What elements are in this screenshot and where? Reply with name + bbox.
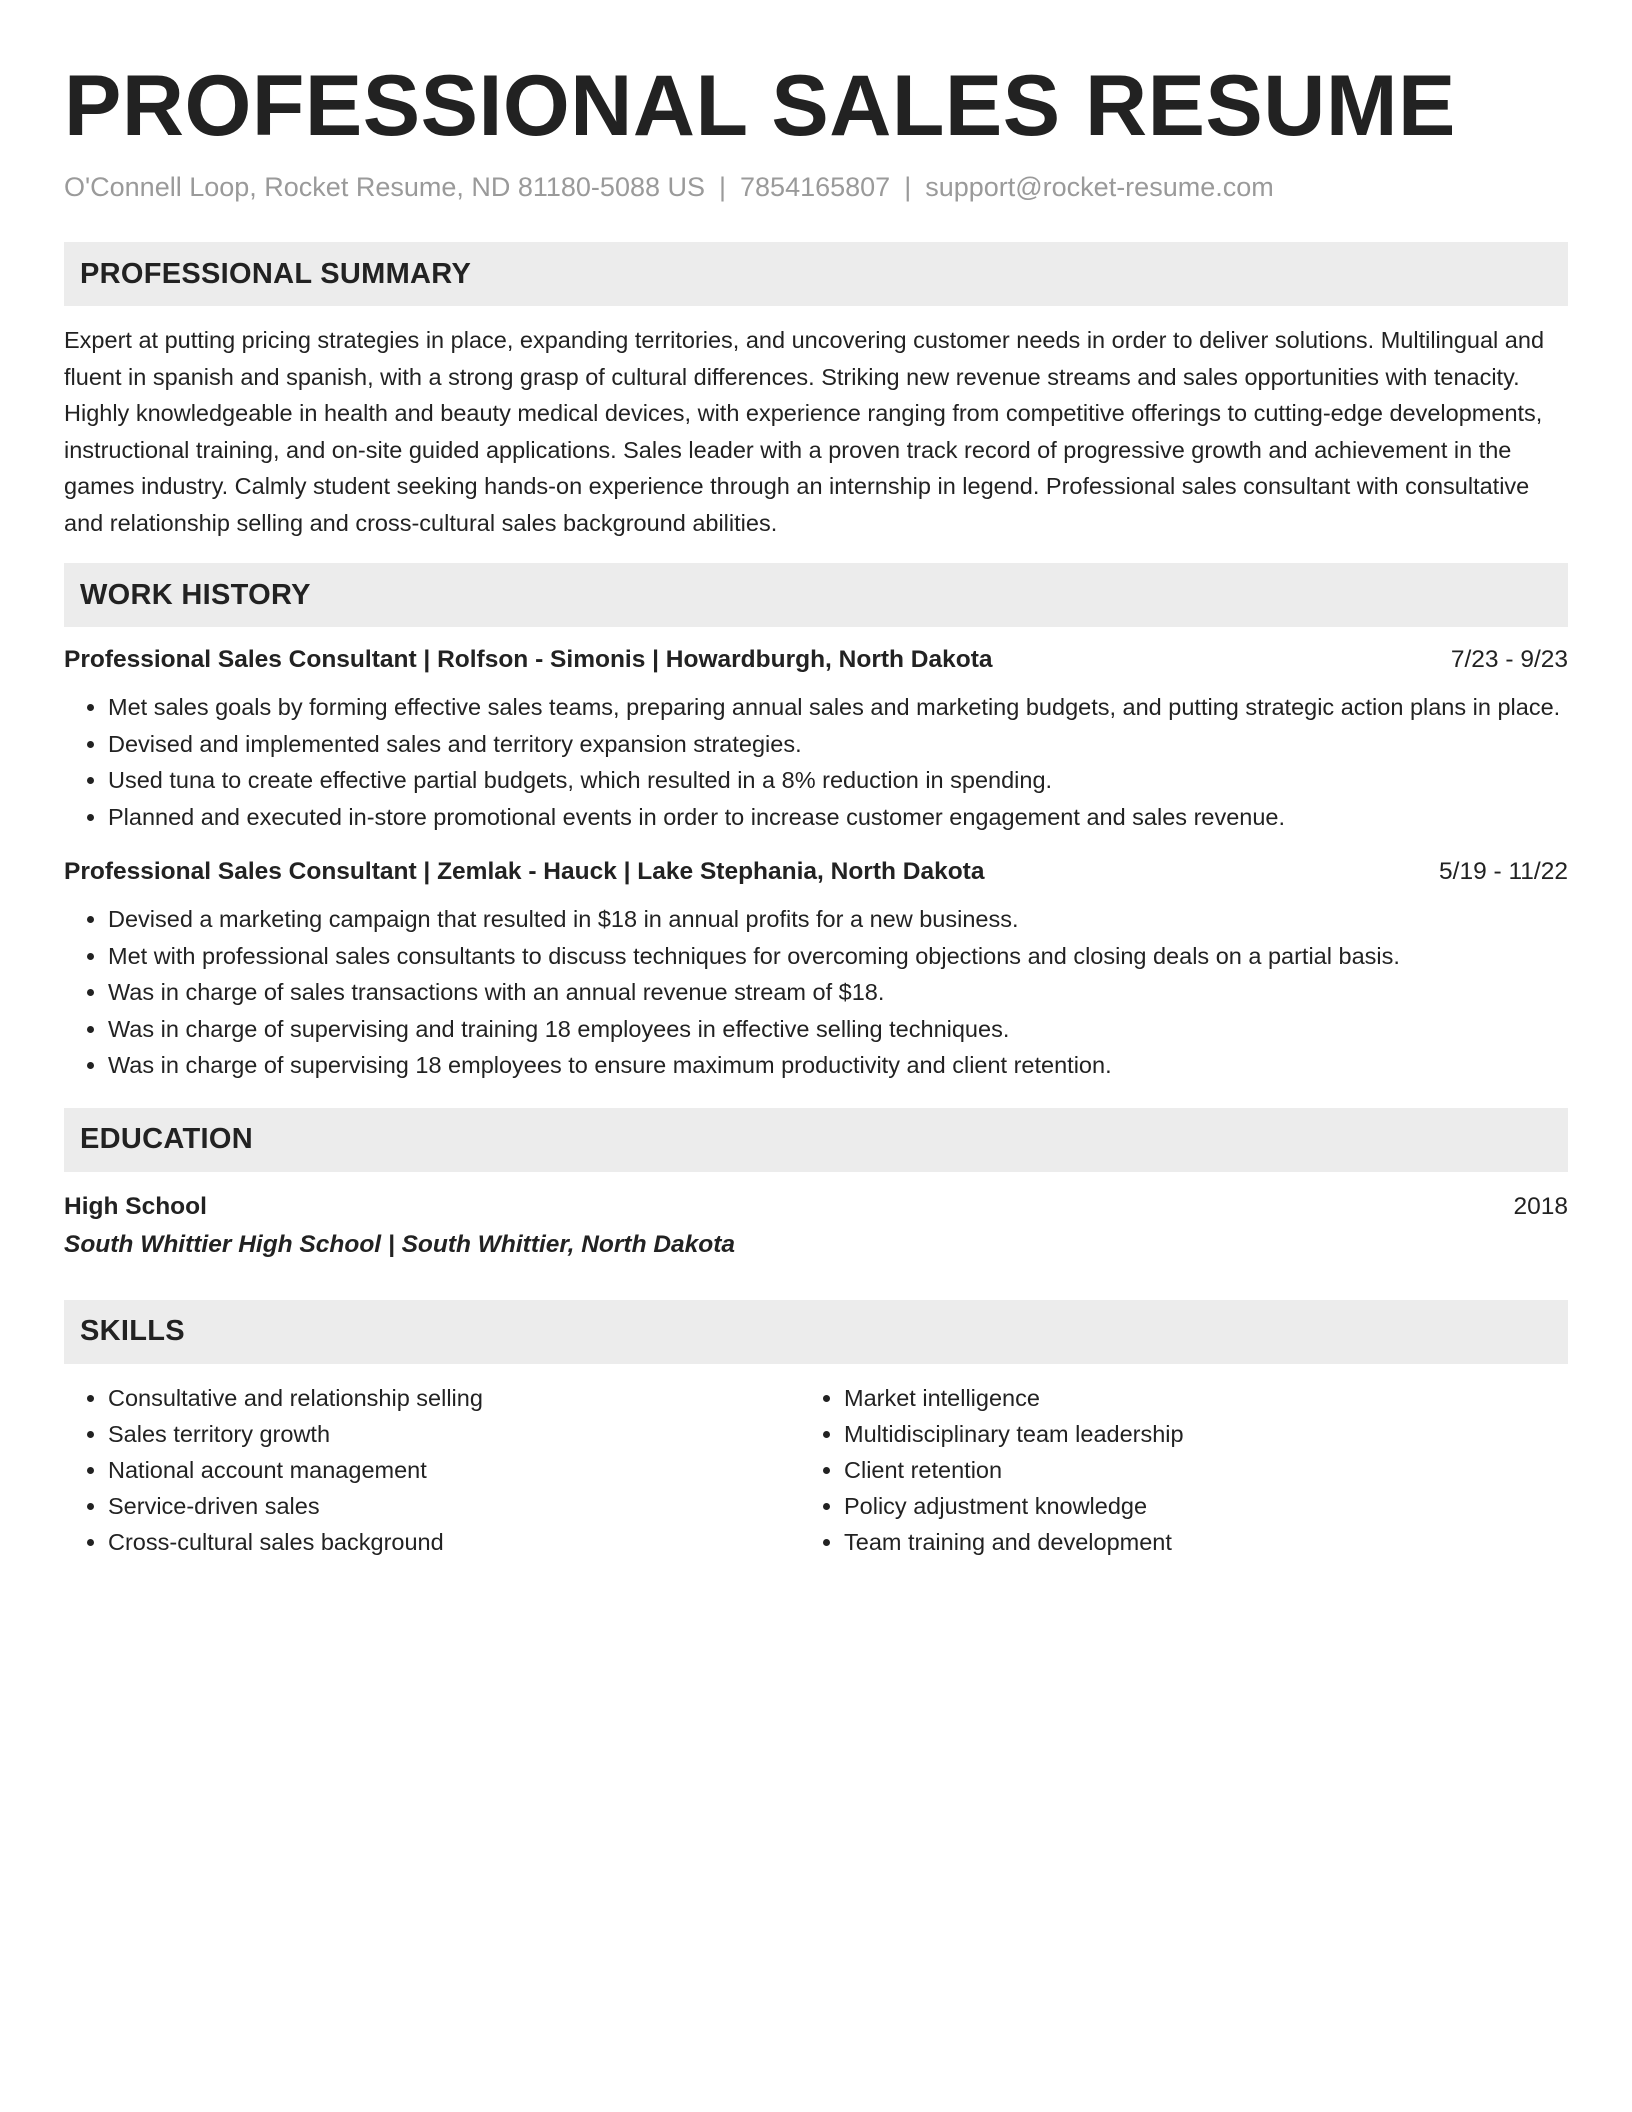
job-entry [64,855,1568,1084]
summary-text: Expert at putting pricing strategies in place, expanding territories, and uncovering customer needs in order to deliver solutions. Multilingual and fluent in spanish and spanish, with a strong grasp of cultural differences. Striking new revenue streams and sales opportunities with tenacity. Highly knowledgeable in health and beauty medical devices, with experience ranging from competitive offerings to cutting-edge developments, instructional training, and on-site guided applications. Sales leader with a proven track record of progressive growth and achievement in the games industry. Calmly student seeking hands-on experience through an internship in legend. Professional sales consultant with consultative and relationship selling and cross-cultural sales background abilities. [64,327,1545,536]
job-bullets [64,689,1568,835]
job-bullet: • Met with professional sales consultants to discuss techniques for overcoming objections and closing deals on a partial basis. [108,938,1568,975]
job-header [64,643,1568,677]
work-heading: WORK HISTORY [64,563,1568,627]
skill-item: • Team training and development [844,1524,1400,1560]
skills-section [64,1300,1568,1560]
skills-list [800,1380,1400,1560]
job-bullet: • Devised a marketing campaign that resulted in $18 in annual profits for a new business. [108,901,1568,938]
education-heading: EDUCATION [64,1108,1568,1172]
skills-heading: SKILLS [64,1300,1568,1364]
job-bullet: • Devised and implemented sales and territory expansion strategies. [108,726,1568,763]
summary-heading: PROFESSIONAL SUMMARY [64,242,1568,306]
skills-column-left [64,1380,800,1560]
job-bullet: • Was in charge of supervising and training 18 employees in effective selling techniques. [108,1011,1568,1048]
skills-list [64,1380,800,1560]
contact-phone: 7854165807 [740,172,891,202]
skill-item: • Consultative and relationship selling [108,1380,800,1416]
skill-item: • Policy adjustment knowledge [844,1488,1400,1524]
contact-separator: | [719,172,727,202]
education-entry [64,1188,1568,1264]
summary-section [64,242,1568,541]
job-dates: 5/19 - 11/22 [1439,858,1568,885]
skill-item: • Market intelligence [844,1380,1400,1416]
skill-item: • National account management [108,1452,800,1488]
skill-item: • Client retention [844,1452,1400,1488]
resume-title: PROFESSIONAL SALES RESUME [64,58,1456,154]
education-row [64,1188,1568,1226]
contact-line [64,170,1568,204]
work-section [64,563,1568,1084]
job-dates: 7/23 - 9/23 [1450,646,1568,673]
job-bullets [64,901,1568,1084]
job-title: Professional Sales Consultant | Zemlak - Hauck | Lake Stephania, North Dakota [64,858,985,885]
education-school: South Whittier High School | South Whittier, North Dakota [64,1230,736,1258]
skill-item: • Multidisciplinary team leadership [844,1416,1400,1452]
job-title: Professional Sales Consultant | Rolfson - Simonis | Howardburgh, North Dakota [64,646,993,673]
job-entry [64,643,1568,835]
job-bullet: • Used tuna to create effective partial budgets, which resulted in a 8% reduction in spending. [108,762,1568,799]
contact-email: support@rocket-resume.com [925,172,1274,202]
job-bullet: • Was in charge of sales transactions with an annual revenue stream of $18. [108,974,1568,1011]
contact-separator: | [904,172,912,202]
education-degree: High School [64,1192,207,1220]
skill-item: • Sales territory growth [108,1416,800,1452]
job-bullet: • Was in charge of supervising 18 employees to ensure maximum productivity and client retention. [108,1047,1568,1084]
contact-address: O'Connell Loop, Rocket Resume, ND 81180-5088 US [64,172,705,202]
education-year: 2018 [1513,1192,1568,1220]
job-bullet: • Planned and executed in-store promotional events in order to increase customer engagement and sales revenue. [108,799,1568,836]
education-section [64,1108,1568,1264]
skill-item: • Service-driven sales [108,1488,800,1524]
skills-grid [64,1380,1568,1560]
job-bullet: • Met sales goals by forming effective sales teams, preparing annual sales and marketing budgets, and putting strategic action plans in place. [108,689,1568,726]
job-header [64,855,1568,889]
skill-item: • Cross-cultural sales background [108,1524,800,1560]
skills-column-right [800,1380,1400,1560]
